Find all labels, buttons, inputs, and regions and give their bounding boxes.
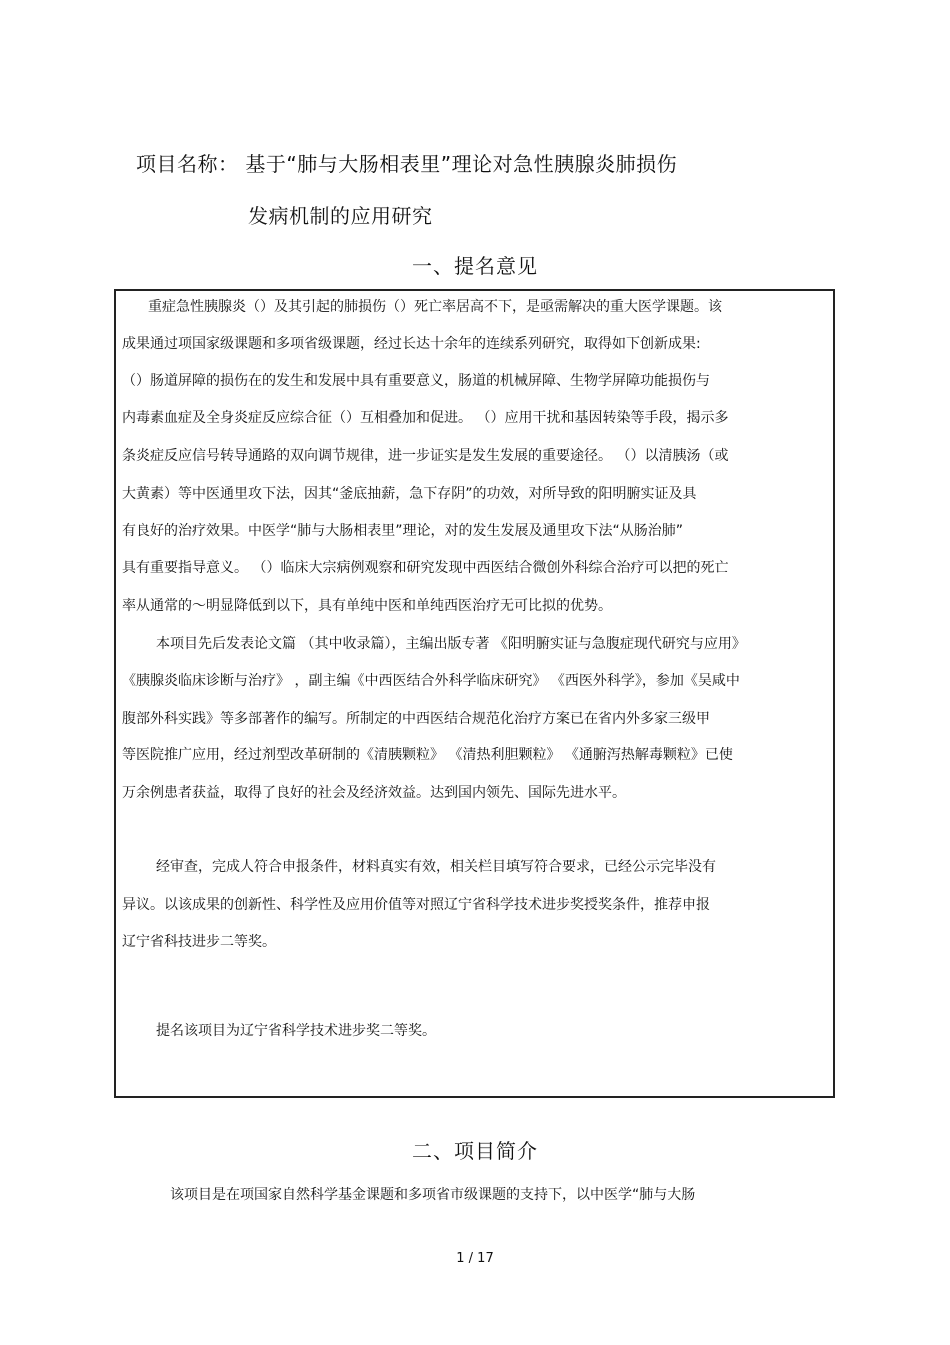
project-intro-text: 该项目是在项国家自然科学基金课题和多项省市级课题的支持下，以中医学“肺与大肠	[170, 1187, 696, 1203]
nomination-conclusion: 提名该项目为辽宁省科学技术进步奖二等奖。	[156, 1023, 436, 1039]
review-line: 经审查，完成人符合申报条件，材料真实有效，相关栏目填写符合要求，已经公示完毕没有	[156, 859, 716, 875]
opinion-line: 腹部外科实践》等多部著作的编写。所制定的中西医结合规范化治疗方案已在省内外多家三级甲	[122, 711, 710, 727]
review-line: 辽宁省科技进步二等奖。	[122, 934, 276, 950]
project-title-line2: 发病机制的应用研究	[248, 204, 433, 228]
opinion-line: 内毒素血症及全身炎症反应综合征（）互相叠加和促进。 （）应用干扰和基因转染等手段，揭示多	[122, 410, 729, 426]
opinion-line: 率从通常的～明显降低到以下，具有单纯中医和单纯西医治疗无可比拟的优势。	[122, 598, 612, 614]
opinion-line: 万余例患者获益，取得了良好的社会及经济效益。达到国内领先、国际先进水平。	[122, 785, 626, 801]
section2-heading: 二、项目简介	[412, 1139, 538, 1163]
opinion-line: 具有重要指导意义。 （）临床大宗病例观察和研究发现中西医结合微创外科综合治疗可以把的死亡	[122, 560, 729, 576]
opinion-line: 等医院推广应用，经过剂型改革研制的《清胰颗粒》 《清热利胆颗粒》 《通腑泻热解毒颗粒》已使	[122, 747, 733, 763]
section1-heading: 一、提名意见	[412, 254, 538, 278]
opinion-line: 《胰腺炎临床诊断与治疗》 ，副主编《中西医结合外科学临床研究》 《西医外科学》，参加《吴咸中	[122, 673, 740, 689]
opinion-line: 大黄素）等中医通里攻下法，因其“釜底抽薪，急下存阴”的功效，对所导致的阳明腑实证及具	[122, 486, 697, 502]
opinion-line: 成果通过项国家级课题和多项省级课题，经过长达十余年的连续系列研究，取得如下创新成果:	[122, 336, 701, 352]
project-title-line1: 项目名称： 基于“肺与大肠相表里”理论对急性胰腺炎肺损伤	[136, 152, 678, 176]
opinion-line: 条炎症反应信号转导通路的双向调节规律，进一步证实是发生发展的重要途径。 （）以清胰汤（或	[122, 448, 729, 464]
page-number: 1 / 17	[456, 1251, 494, 1266]
opinion-line: 有良好的治疗效果。中医学“肺与大肠相表里”理论，对的发生发展及通里攻下法“从肠治肺”	[122, 523, 684, 539]
opinion-line: 本项目先后发表论文篇 （其中收录篇），主编出版专著 《阳明腑实证与急腹症现代研究与应用》	[156, 636, 746, 652]
opinion-line: 重症急性胰腺炎（）及其引起的肺损伤（）死亡率居高不下，是亟需解决的重大医学课题。该	[148, 299, 722, 315]
opinion-line: （）肠道屏障的损伤在的发生和发展中具有重要意义，肠道的机械屏障、生物学屏障功能损伤与	[122, 373, 710, 389]
review-line: 异议。以该成果的创新性、科学性及应用价值等对照辽宁省科学技术进步奖授奖条件，推荐申报	[122, 897, 710, 913]
